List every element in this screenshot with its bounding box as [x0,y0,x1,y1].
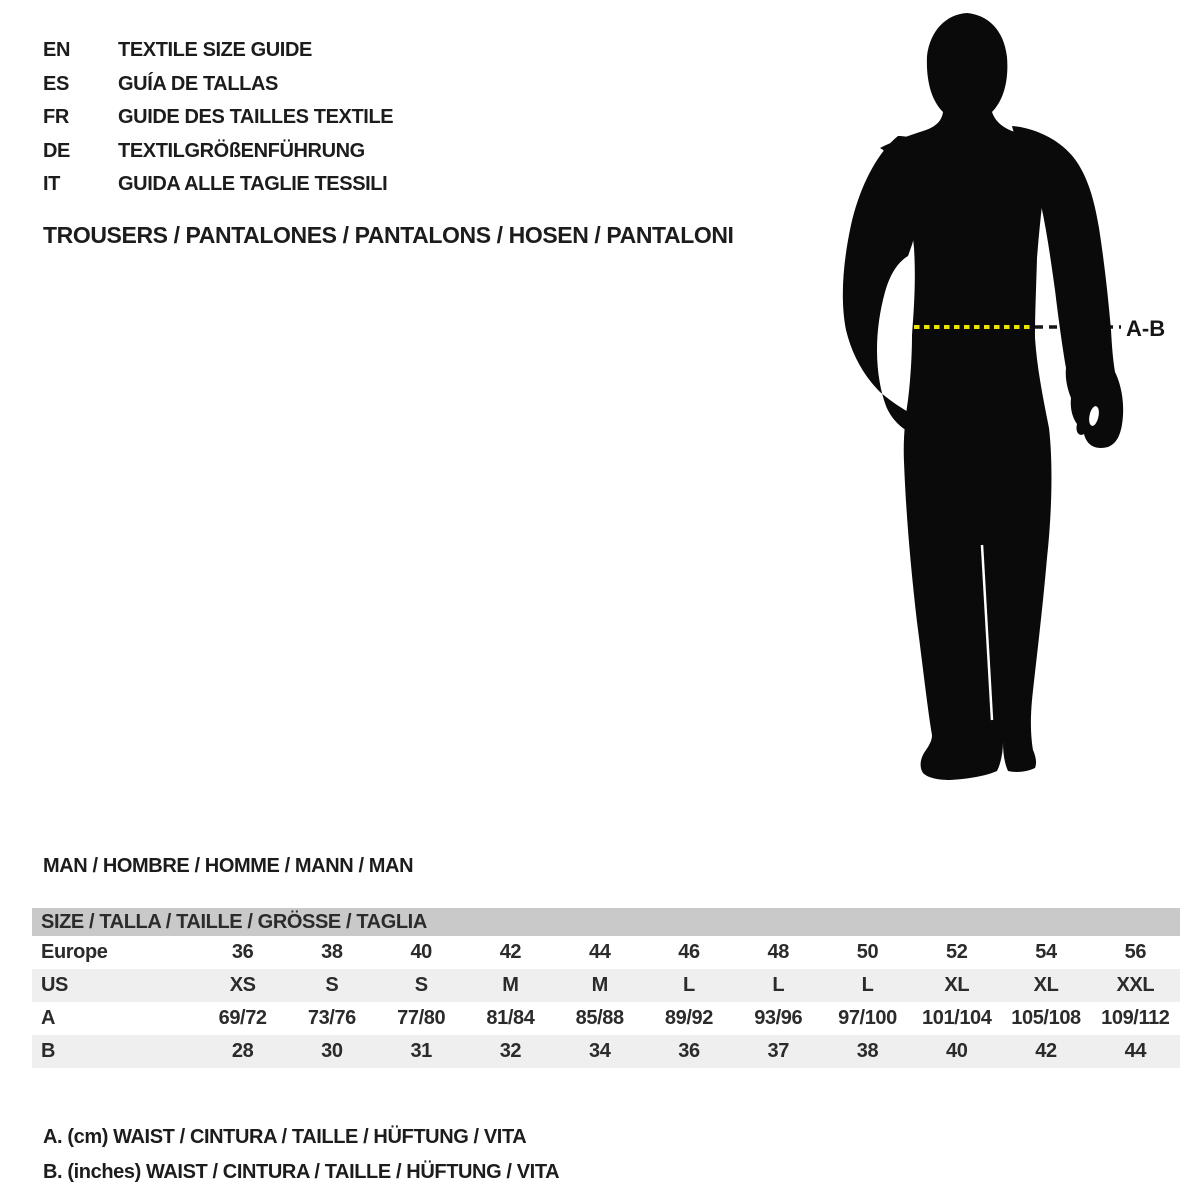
size-cell: 34 [588,1040,611,1062]
size-cell: 81/84 [486,1007,535,1029]
size-cell: 52 [946,941,968,963]
language-code: DE [43,139,70,162]
measurement-legend [43,1120,559,1189]
language-code: IT [43,173,60,196]
size-cell: 85/88 [575,1007,624,1029]
size-cell: 77/80 [397,1007,446,1029]
section-heading: MAN / HOMBRE / HOMME / MANN / MAN [43,855,414,877]
size-cell: L [683,974,695,996]
row-label: US [41,974,68,996]
size-cell: 50 [856,941,879,963]
size-cell: 93/96 [754,1007,803,1029]
size-table [32,908,1180,1068]
man-silhouette-figure [790,0,1200,800]
language-row [43,168,393,202]
size-cell: 38 [321,941,343,963]
size-cell: M [502,974,519,996]
size-cell: 37 [767,1040,789,1062]
language-row [43,34,393,68]
language-label: TEXTILGRÖßENFÜHRUNG [118,139,365,162]
size-cell: 69/72 [218,1007,267,1029]
legend-line: A. (cm) WAIST / CINTURA / TAILLE / HÜFTUNG / VITA [43,1126,527,1148]
language-row [43,68,393,102]
size-table-header: SIZE / TALLA / TAILLE / GRÖSSE / TAGLIA [32,908,1180,936]
size-cell: 109/112 [1101,1007,1170,1029]
language-label: TEXTILE SIZE GUIDE [118,39,312,62]
size-cell: 28 [231,1040,254,1062]
size-cell: XXL [1116,974,1155,996]
size-cell: S [414,974,428,996]
size-cell: 44 [588,941,611,963]
size-cell: 54 [1035,941,1057,963]
silhouette-body [880,13,1051,780]
size-cell: 56 [1124,941,1147,963]
size-cell: XS [229,974,256,996]
size-cell: 42 [1035,1040,1057,1062]
man-silhouette-svg [790,0,1200,800]
language-code: FR [43,106,69,129]
size-table-grid [32,936,1180,1068]
size-cell: 30 [321,1040,343,1062]
size-cell: XL [944,974,970,996]
size-cell: S [325,974,339,996]
size-cell: L [772,974,785,996]
legend-line: B. (inches) WAIST / CINTURA / TAILLE / HÜFTUNG / VITA [43,1160,560,1183]
size-cell: 89/92 [664,1007,713,1029]
language-list [43,34,393,202]
size-cell: 97/100 [838,1007,897,1029]
size-cell: L [861,974,874,996]
language-row [43,135,393,169]
row-label: Europe [41,941,108,963]
size-cell: 36 [678,1040,700,1062]
language-label: GUIDE DES TAILLES TEXTILE [118,106,394,129]
size-cell: 42 [499,941,522,963]
size-cell: 38 [856,1040,879,1062]
size-cell: XL [1033,974,1059,996]
size-cell: M [591,974,608,996]
table-row-b [32,1035,1180,1068]
language-label: GUIDA ALLE TAGLIE TESSILI [118,173,388,196]
language-code: ES [43,72,69,95]
size-cell: 31 [410,1040,432,1062]
size-cell: 105/108 [1011,1007,1081,1029]
size-cell: 36 [231,941,254,963]
size-cell: 40 [410,941,432,963]
size-cell: 48 [767,941,789,963]
language-label: GUÍA DE TALLAS [118,72,278,95]
language-row [43,101,393,135]
size-cell: 46 [678,941,700,963]
size-cell: 40 [946,1040,968,1062]
row-label: B [41,1040,56,1062]
row-label: A [41,1007,56,1029]
size-cell: 44 [1124,1040,1147,1062]
language-code: EN [43,39,70,62]
table-row-europe [32,936,1180,969]
table-row-us [32,969,1180,1002]
size-cell: 32 [499,1040,522,1062]
table-row-a [32,1002,1180,1035]
measure-label: A-B [1126,316,1166,341]
size-cell: 101/104 [922,1007,992,1029]
product-heading: TROUSERS / PANTALONES / PANTALONS / HOSEN / PANTALONI [43,222,734,248]
size-cell: 73/76 [307,1007,356,1029]
size-table-body [32,936,1180,1068]
